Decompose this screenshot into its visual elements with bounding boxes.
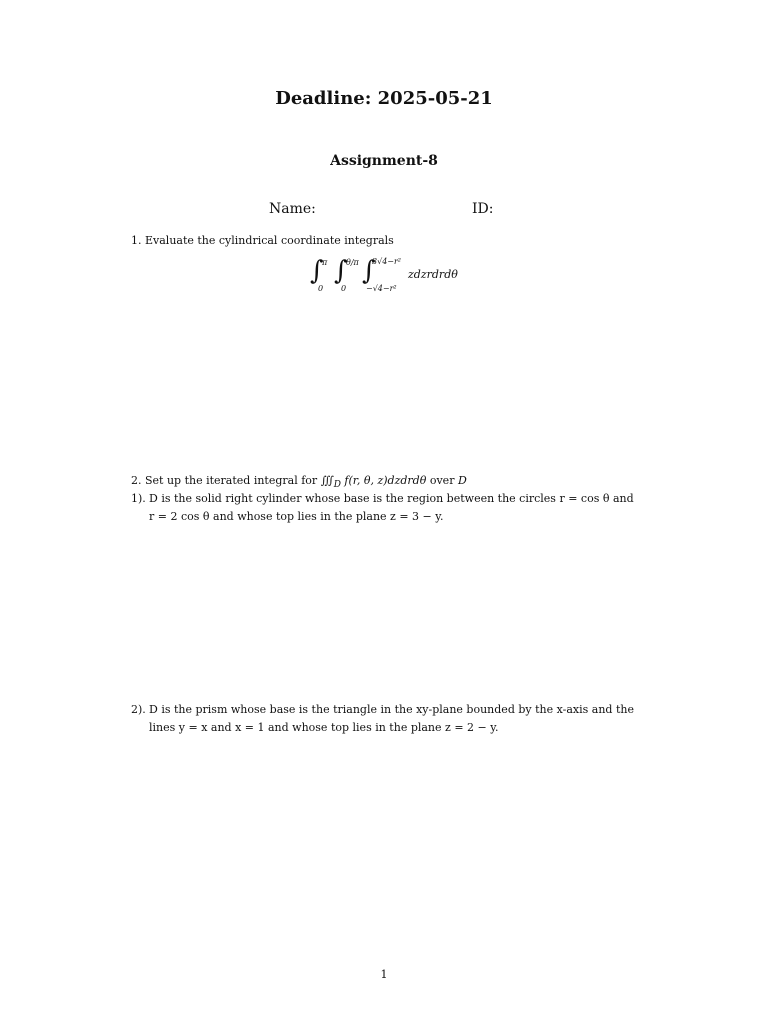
question-2-number: 2. — [131, 474, 142, 487]
integral-sign-3: ∫ — [362, 256, 376, 286]
limit-1-lower: 0 — [318, 284, 324, 293]
limit-2-upper: θ/π — [346, 258, 359, 267]
question-1-text: Evaluate the cylindrical coordinate integrals — [145, 234, 394, 247]
assignment-title: Assignment-8 — [330, 153, 438, 169]
triple-integral-sign: ∭ — [320, 474, 334, 487]
part-2-label: 2). — [131, 703, 146, 716]
deadline-date: 2025-05-21 — [377, 88, 493, 109]
part-1-line-2: r = 2 cos θ and whose top lies in the plane z = 3 − y. — [149, 510, 444, 523]
part-1-line-1: D is the solid right cylinder whose base is the region between the circles r = cos θ and — [149, 492, 634, 505]
part-2-line-1: D is the prism whose base is the triangle in the xy-plane bounded by the x-axis and the — [149, 703, 634, 716]
integral-sign-2: ∫ — [334, 256, 348, 286]
integral-sign-1: ∫ — [310, 256, 324, 286]
deadline-heading — [0, 88, 768, 109]
limit-1-upper: π — [322, 258, 328, 267]
integrand-function: f(r, θ, z)dzdrdθ — [344, 474, 427, 487]
id-label: ID: — [472, 201, 494, 217]
domain-subscript: D — [333, 480, 341, 491]
domain-symbol: D — [457, 474, 467, 487]
question-1-number: 1. — [131, 234, 142, 247]
over-word: over — [429, 474, 455, 487]
page-number: 1 — [380, 968, 388, 981]
name-label: Name: — [269, 201, 316, 217]
deadline-label: Deadline: — [275, 88, 372, 109]
limit-3-upper: 3√4−r² — [372, 257, 402, 266]
q1-integral-expression — [310, 256, 490, 296]
question-2-text: Set up the iterated integral for — [145, 474, 318, 487]
limit-2-lower: 0 — [341, 284, 347, 293]
part-2-line-2: lines y = x and x = 1 and whose top lies in the plane z = 2 − y. — [149, 721, 499, 734]
question-1 — [131, 232, 394, 250]
part-1-label: 1). — [131, 492, 146, 505]
limit-3-lower: −√4−r² — [366, 284, 397, 293]
integrand: zdzrdrdθ — [408, 268, 458, 281]
